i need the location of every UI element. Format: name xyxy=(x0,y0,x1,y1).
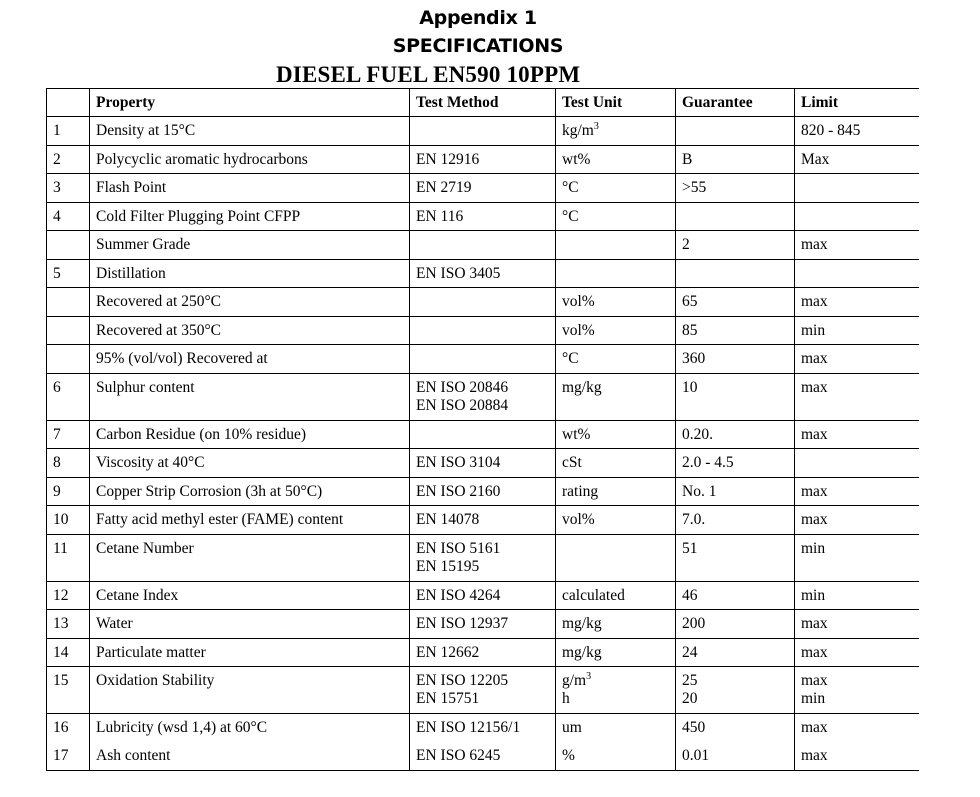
test-method-cell xyxy=(410,667,556,714)
property-cell xyxy=(90,117,410,146)
header-test-method: Test Method xyxy=(410,89,556,117)
test-unit-cell-text-2: h xyxy=(562,690,570,707)
property-cell xyxy=(90,288,410,317)
test-unit-cell xyxy=(556,638,676,667)
limit-cell xyxy=(795,667,919,714)
header-property: Property xyxy=(90,89,410,117)
limit-cell-text: max xyxy=(801,643,828,661)
test-unit-cell-text: calculated xyxy=(562,586,625,604)
guarantee-cell-text: 10 xyxy=(682,378,698,396)
table-row xyxy=(47,581,919,610)
test-unit-cell xyxy=(556,420,676,449)
test-unit-cell xyxy=(556,345,676,374)
header-no xyxy=(47,89,90,117)
test-method-cell-text: EN ISO 12156/1 xyxy=(416,719,521,736)
limit-cell xyxy=(795,288,919,317)
row-number xyxy=(47,449,90,478)
limit-cell-text: max xyxy=(801,511,828,528)
test-method-cell-text: EN ISO 3405 xyxy=(416,264,501,282)
test-method-cell xyxy=(410,345,556,374)
test-method-cell xyxy=(410,202,556,231)
table-header-row xyxy=(47,89,919,117)
property-cell-text: Flash Point xyxy=(96,179,167,196)
product-title: DIESEL FUEL EN590 10PPM xyxy=(276,62,581,87)
row-number-text: 5 xyxy=(53,264,61,282)
guarantee-cell-text: 0.20. xyxy=(682,425,713,443)
test-method-cell-text: EN ISO 5161 xyxy=(416,539,501,557)
guarantee-cell-text: 24 xyxy=(682,643,698,661)
test-method-cell xyxy=(410,638,556,667)
guarantee-cell-text: 7.0. xyxy=(682,511,706,528)
row-number-text: 12 xyxy=(53,586,69,604)
test-method-cell-text: EN ISO 12205 xyxy=(416,672,509,689)
row-number xyxy=(47,714,90,743)
table-row xyxy=(47,202,919,231)
test-unit-cell xyxy=(556,145,676,174)
test-unit-cell-text: um xyxy=(562,719,582,736)
guarantee-cell xyxy=(676,477,795,506)
test-unit-cell xyxy=(556,174,676,203)
test-unit-cell-text: vol% xyxy=(562,511,595,528)
test-method-cell-text-2: EN ISO 20884 xyxy=(416,396,509,414)
test-method-cell-text-2: EN 15195 xyxy=(416,557,480,575)
property-cell xyxy=(90,145,410,174)
header-guarantee: Guarantee xyxy=(676,89,795,117)
test-unit-cell xyxy=(556,202,676,231)
limit-cell xyxy=(795,145,919,174)
row-number xyxy=(47,506,90,535)
test-method-cell xyxy=(410,581,556,610)
limit-cell-text: max xyxy=(801,350,828,367)
property-cell xyxy=(90,202,410,231)
guarantee-cell-text: No. 1 xyxy=(682,482,717,500)
limit-cell-text: min xyxy=(801,321,826,339)
limit-cell-text: min xyxy=(801,586,826,604)
limit-cell-text: Max xyxy=(801,150,830,168)
header-test-unit: Test Unit xyxy=(556,89,676,117)
test-method-cell xyxy=(410,288,556,317)
limit-cell xyxy=(795,420,919,449)
limit-cell-text: min xyxy=(801,539,826,557)
table-row xyxy=(47,117,919,146)
row-number xyxy=(47,345,90,374)
limit-cell-text-2: min xyxy=(801,690,826,707)
table-row xyxy=(47,316,919,345)
row-number-text: 16 xyxy=(53,719,69,736)
test-unit-cell xyxy=(556,667,676,714)
limit-cell xyxy=(795,345,919,374)
row-number xyxy=(47,534,90,581)
test-method-cell xyxy=(410,117,556,146)
test-method-cell xyxy=(410,145,556,174)
test-method-cell xyxy=(410,714,556,743)
row-number xyxy=(47,117,90,146)
test-unit-cell-text: rating xyxy=(562,482,599,500)
specifications-heading: SPECIFICATIONS xyxy=(392,35,564,57)
guarantee-cell xyxy=(676,145,795,174)
property-cell-text: Water xyxy=(96,615,133,632)
guarantee-cell-text-2: 20 xyxy=(682,690,698,707)
property-cell-text: Oxidation Stability xyxy=(96,672,215,689)
row-number xyxy=(47,316,90,345)
table-row xyxy=(47,231,919,260)
test-unit-cell xyxy=(556,477,676,506)
row-number xyxy=(47,638,90,667)
row-number xyxy=(47,373,90,420)
test-method-cell-text: EN 12916 xyxy=(416,150,480,168)
property-cell xyxy=(90,259,410,288)
limit-cell xyxy=(795,534,919,581)
property-cell xyxy=(90,231,410,260)
row-number xyxy=(47,231,90,260)
row-number xyxy=(47,420,90,449)
table-row xyxy=(47,174,919,203)
superscript: 3 xyxy=(593,121,599,132)
test-method-cell xyxy=(410,477,556,506)
limit-cell xyxy=(795,117,919,146)
test-unit-cell-text: mg/kg xyxy=(562,615,602,632)
table-row xyxy=(47,742,919,771)
row-number-text: 10 xyxy=(53,511,69,528)
test-unit-cell xyxy=(556,259,676,288)
test-method-cell-text: EN 2719 xyxy=(416,179,472,196)
limit-cell xyxy=(795,638,919,667)
property-cell-text: Sulphur content xyxy=(96,378,195,396)
guarantee-cell-text: 2 xyxy=(682,236,690,253)
guarantee-cell-text: 46 xyxy=(682,586,698,604)
property-cell-text: 95% (vol/vol) Recovered at xyxy=(96,350,268,367)
test-method-cell-text: EN ISO 3104 xyxy=(416,454,501,471)
property-cell-text: Viscosity at 40°C xyxy=(96,454,205,471)
guarantee-cell xyxy=(676,316,795,345)
test-method-cell xyxy=(410,420,556,449)
limit-cell-text: max xyxy=(801,425,828,443)
test-unit-cell-text: vol% xyxy=(562,321,595,339)
table-row xyxy=(47,449,919,478)
property-cell xyxy=(90,714,410,743)
test-method-cell xyxy=(410,534,556,581)
limit-cell xyxy=(795,231,919,260)
property-cell xyxy=(90,534,410,581)
test-unit-cell-text: mg/kg xyxy=(562,643,602,661)
test-unit-cell xyxy=(556,449,676,478)
test-unit-cell-text: wt% xyxy=(562,150,591,168)
property-cell-text: Ash content xyxy=(96,747,171,764)
limit-cell xyxy=(795,202,919,231)
guarantee-cell xyxy=(676,449,795,478)
row-number-text: 3 xyxy=(53,179,61,196)
limit-cell xyxy=(795,373,919,420)
row-number xyxy=(47,667,90,714)
limit-cell xyxy=(795,316,919,345)
guarantee-cell xyxy=(676,420,795,449)
property-cell xyxy=(90,449,410,478)
guarantee-cell-text: 85 xyxy=(682,321,698,339)
test-method-cell xyxy=(410,742,556,771)
row-number-text: 14 xyxy=(53,643,69,661)
row-number-text: 8 xyxy=(53,454,61,471)
table-row xyxy=(47,714,919,743)
property-cell-text: Recovered at 350°C xyxy=(96,321,221,339)
guarantee-cell xyxy=(676,373,795,420)
test-unit-cell xyxy=(556,231,676,260)
test-method-cell-text: EN ISO 20846 xyxy=(416,378,509,396)
property-cell xyxy=(90,373,410,420)
property-cell-text: Distillation xyxy=(96,264,166,282)
limit-cell xyxy=(795,477,919,506)
guarantee-cell xyxy=(676,259,795,288)
guarantee-cell xyxy=(676,174,795,203)
guarantee-cell xyxy=(676,202,795,231)
test-method-cell-text: EN 12662 xyxy=(416,643,480,661)
test-unit-cell xyxy=(556,742,676,771)
test-method-cell xyxy=(410,449,556,478)
test-unit-cell-text: kg/m xyxy=(562,122,594,139)
guarantee-cell-text: 360 xyxy=(682,350,706,367)
test-unit-cell-text: vol% xyxy=(562,293,595,310)
guarantee-cell xyxy=(676,714,795,743)
test-method-cell xyxy=(410,174,556,203)
row-number xyxy=(47,259,90,288)
test-unit-cell-text: cSt xyxy=(562,454,582,471)
limit-cell xyxy=(795,742,919,771)
table-row xyxy=(47,420,919,449)
test-unit-cell-text: °C xyxy=(562,207,579,225)
property-cell-text: Cold Filter Plugging Point CFPP xyxy=(96,207,301,225)
property-cell-text: Carbon Residue (on 10% residue) xyxy=(96,425,307,443)
property-cell xyxy=(90,667,410,714)
row-number xyxy=(47,581,90,610)
test-method-cell-text: EN ISO 4264 xyxy=(416,586,501,604)
limit-cell xyxy=(795,449,919,478)
table-row xyxy=(47,145,919,174)
row-number xyxy=(47,477,90,506)
test-unit-cell xyxy=(556,534,676,581)
property-cell xyxy=(90,581,410,610)
test-method-cell-text-2: EN 15751 xyxy=(416,690,480,707)
limit-cell-text: max xyxy=(801,615,828,632)
test-method-cell xyxy=(410,259,556,288)
row-number-text: 1 xyxy=(53,122,61,139)
guarantee-cell-text: B xyxy=(682,150,693,168)
test-unit-cell xyxy=(556,288,676,317)
property-cell xyxy=(90,610,410,639)
table-row xyxy=(47,259,919,288)
row-number xyxy=(47,174,90,203)
appendix-title: Appendix 1 xyxy=(419,7,537,29)
test-method-cell-text: EN ISO 12937 xyxy=(416,615,509,632)
row-number xyxy=(47,610,90,639)
property-cell-text: Polycyclic aromatic hydrocarbons xyxy=(96,150,308,168)
property-cell xyxy=(90,506,410,535)
limit-cell-text: 820 - 845 xyxy=(801,122,861,139)
guarantee-cell xyxy=(676,638,795,667)
guarantee-cell-text: >55 xyxy=(682,179,707,196)
row-number-text: 9 xyxy=(53,482,61,500)
test-unit-cell xyxy=(556,373,676,420)
limit-cell xyxy=(795,174,919,203)
property-cell-text: Fatty acid methyl ester (FAME) content xyxy=(96,511,344,528)
table-row xyxy=(47,534,919,581)
guarantee-cell-text: 25 xyxy=(682,672,698,689)
test-unit-cell-text: g/m xyxy=(562,672,587,689)
row-number-text: 13 xyxy=(53,615,69,632)
row-number xyxy=(47,145,90,174)
row-number-text: 2 xyxy=(53,150,61,168)
row-number xyxy=(47,288,90,317)
property-cell-text: Recovered at 250°C xyxy=(96,293,221,310)
test-unit-cell-text: wt% xyxy=(562,425,591,443)
limit-cell-text: max xyxy=(801,236,828,253)
guarantee-cell-text: 0.01 xyxy=(682,747,710,764)
property-cell-text: Cetane Number xyxy=(96,539,194,557)
row-number-text: 7 xyxy=(53,425,61,443)
property-cell xyxy=(90,420,410,449)
property-cell xyxy=(90,316,410,345)
limit-cell xyxy=(795,506,919,535)
test-method-cell xyxy=(410,231,556,260)
table-row xyxy=(47,506,919,535)
guarantee-cell xyxy=(676,610,795,639)
test-unit-cell-text: mg/kg xyxy=(562,378,602,396)
limit-cell-text: max xyxy=(801,293,828,310)
row-number-text: 6 xyxy=(53,378,61,396)
guarantee-cell-text: 200 xyxy=(682,615,706,632)
row-number xyxy=(47,202,90,231)
property-cell xyxy=(90,345,410,374)
property-cell-text: Particulate matter xyxy=(96,643,206,661)
test-method-cell xyxy=(410,316,556,345)
superscript: 3 xyxy=(586,671,592,682)
limit-cell-text: max xyxy=(801,378,828,396)
test-unit-cell xyxy=(556,117,676,146)
guarantee-cell xyxy=(676,742,795,771)
limit-cell xyxy=(795,259,919,288)
test-method-cell-text: EN ISO 2160 xyxy=(416,482,501,500)
test-unit-cell xyxy=(556,581,676,610)
property-cell xyxy=(90,742,410,771)
table-row xyxy=(47,667,919,714)
guarantee-cell xyxy=(676,581,795,610)
limit-cell-text: max xyxy=(801,482,828,500)
test-unit-cell xyxy=(556,506,676,535)
table-row xyxy=(47,345,919,374)
property-cell-text: Density at 15°C xyxy=(96,122,196,139)
guarantee-cell xyxy=(676,231,795,260)
guarantee-cell xyxy=(676,288,795,317)
row-number xyxy=(47,742,90,771)
guarantee-cell xyxy=(676,667,795,714)
table-row xyxy=(47,610,919,639)
header-limit: Limit xyxy=(795,89,919,117)
property-cell-text: Cetane Index xyxy=(96,586,179,604)
test-method-cell-text: EN 14078 xyxy=(416,511,480,528)
test-unit-cell xyxy=(556,610,676,639)
row-number-text: 17 xyxy=(53,747,69,764)
table-row xyxy=(47,373,919,420)
property-cell-text: Summer Grade xyxy=(96,236,191,253)
limit-cell xyxy=(795,610,919,639)
property-cell xyxy=(90,174,410,203)
guarantee-cell xyxy=(676,345,795,374)
property-cell xyxy=(90,638,410,667)
test-unit-cell-text: °C xyxy=(562,350,579,367)
property-cell-text: Copper Strip Corrosion (3h at 50°C) xyxy=(96,482,323,500)
limit-cell xyxy=(795,581,919,610)
test-unit-cell xyxy=(556,714,676,743)
test-unit-cell-text: % xyxy=(562,747,575,764)
limit-cell-text: max xyxy=(801,672,828,689)
row-number-text: 11 xyxy=(53,539,68,557)
table-row xyxy=(47,477,919,506)
guarantee-cell xyxy=(676,506,795,535)
guarantee-cell-text: 2.0 - 4.5 xyxy=(682,454,734,471)
limit-cell xyxy=(795,714,919,743)
row-number-text: 15 xyxy=(53,672,69,689)
table-row xyxy=(47,288,919,317)
guarantee-cell-text: 51 xyxy=(682,539,698,557)
guarantee-cell-text: 450 xyxy=(682,719,706,736)
test-method-cell-text: EN ISO 6245 xyxy=(416,747,501,764)
property-cell xyxy=(90,477,410,506)
guarantee-cell xyxy=(676,117,795,146)
limit-cell-text: max xyxy=(801,747,828,764)
test-unit-cell-text: °C xyxy=(562,179,579,196)
limit-cell-text: max xyxy=(801,719,828,736)
test-method-cell-text: EN 116 xyxy=(416,207,464,225)
table-row xyxy=(47,638,919,667)
test-method-cell xyxy=(410,506,556,535)
test-unit-cell xyxy=(556,316,676,345)
test-method-cell xyxy=(410,610,556,639)
row-number-text: 4 xyxy=(53,207,61,225)
property-cell-text: Lubricity (wsd 1,4) at 60°C xyxy=(96,719,268,736)
specifications-table xyxy=(46,88,919,771)
guarantee-cell-text: 65 xyxy=(682,293,698,310)
guarantee-cell xyxy=(676,534,795,581)
test-method-cell xyxy=(410,373,556,420)
